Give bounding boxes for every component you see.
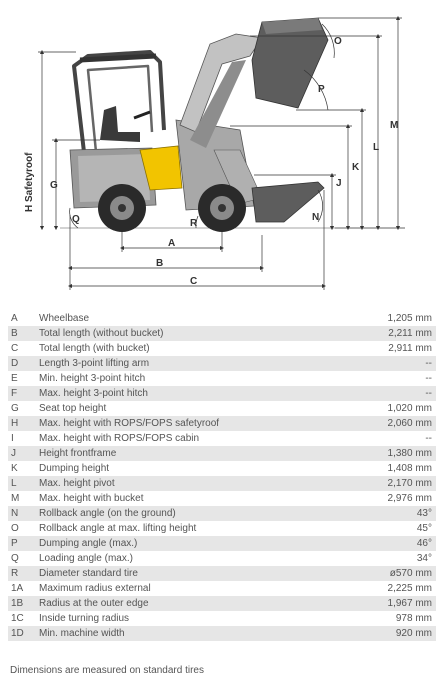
spec-name: Rollback angle (on the ground) bbox=[36, 506, 349, 521]
spec-code: 1A bbox=[11, 583, 24, 594]
spec-name: Dumping angle (max.) bbox=[36, 536, 349, 551]
label-H-safetyroof: H Safetyroof bbox=[24, 152, 35, 212]
spec-name: Seat top height bbox=[39, 403, 107, 414]
spec-code: B bbox=[8, 326, 36, 341]
spec-code: R bbox=[8, 566, 36, 581]
spec-value: -- bbox=[349, 386, 436, 401]
spec-value: ø570 mm bbox=[349, 566, 436, 581]
spec-value: 2,211 mm bbox=[349, 326, 436, 341]
rear-wheel bbox=[98, 184, 146, 232]
spec-code: O bbox=[11, 523, 19, 534]
label-O: O bbox=[334, 36, 342, 47]
label-B: B bbox=[156, 258, 164, 269]
spec-code: 1C bbox=[11, 613, 24, 624]
spec-row bbox=[8, 341, 436, 356]
spec-row bbox=[8, 311, 436, 326]
spec-name: Max. height with ROPS/FOPS cabin bbox=[39, 433, 200, 444]
spec-value: 920 mm bbox=[349, 626, 436, 641]
label-J: J bbox=[336, 178, 342, 189]
seat bbox=[100, 106, 140, 142]
spec-value: -- bbox=[425, 433, 432, 444]
spec-code: K bbox=[11, 463, 18, 474]
spec-value: 1,967 mm bbox=[349, 596, 436, 611]
spec-name: Maximum radius external bbox=[39, 583, 151, 594]
spec-code: C bbox=[11, 343, 19, 354]
spec-code: G bbox=[11, 403, 19, 414]
spec-value: 46° bbox=[349, 536, 436, 551]
spec-value: 2,060 mm bbox=[349, 416, 436, 431]
spec-row bbox=[8, 371, 436, 386]
spec-value: 34° bbox=[416, 553, 432, 564]
spec-code: P bbox=[8, 536, 36, 551]
spec-code: F bbox=[8, 386, 36, 401]
spec-row bbox=[8, 611, 436, 626]
spec-code: 1D bbox=[8, 626, 36, 641]
spec-row bbox=[8, 416, 436, 431]
spec-name: Wheelbase bbox=[39, 313, 90, 324]
spec-name: Min. height 3-point hitch bbox=[39, 373, 146, 384]
label-P: P bbox=[318, 84, 325, 95]
label-C: C bbox=[190, 276, 198, 287]
spec-code: E bbox=[11, 373, 18, 384]
spec-code: A bbox=[11, 313, 18, 324]
spec-row bbox=[8, 431, 436, 446]
spec-code: L bbox=[8, 476, 36, 491]
label-L: L bbox=[373, 142, 380, 153]
spec-name: Diameter standard tire bbox=[36, 566, 349, 581]
spec-code: Q bbox=[11, 553, 19, 564]
footnote: Dimensions are measured on standard tires bbox=[10, 665, 204, 676]
spec-value: 1,380 mm bbox=[349, 446, 436, 461]
spec-row bbox=[8, 401, 436, 416]
spec-row bbox=[8, 476, 436, 491]
spec-value: -- bbox=[425, 373, 432, 384]
spec-row bbox=[8, 356, 436, 371]
spec-value: 2,911 mm bbox=[388, 343, 432, 354]
spec-row bbox=[8, 551, 436, 566]
label-K: K bbox=[352, 162, 360, 173]
spec-row bbox=[8, 521, 436, 536]
spec-name: Total length (without bucket) bbox=[36, 326, 349, 341]
spec-row bbox=[8, 461, 436, 476]
spec-value: 43° bbox=[349, 506, 436, 521]
spec-row bbox=[8, 566, 436, 581]
spec-name: Length 3-point lifting arm bbox=[36, 356, 349, 371]
label-M: M bbox=[390, 120, 399, 131]
spec-code: N bbox=[8, 506, 36, 521]
spec-name: Dumping height bbox=[39, 463, 110, 474]
spec-value: 1,205 mm bbox=[387, 313, 432, 324]
spec-name: Max. height pivot bbox=[36, 476, 349, 491]
label-A: A bbox=[168, 238, 176, 249]
spec-name: Total length (with bucket) bbox=[39, 343, 150, 354]
spec-row bbox=[8, 596, 436, 611]
spec-code: I bbox=[11, 433, 14, 444]
spec-name: Height frontframe bbox=[36, 446, 349, 461]
spec-value: 2,225 mm bbox=[387, 583, 432, 594]
spec-value: 2,170 mm bbox=[349, 476, 436, 491]
specifications-table bbox=[8, 311, 436, 641]
spec-row bbox=[8, 326, 436, 341]
spec-value: 978 mm bbox=[395, 613, 432, 624]
spec-name: Loading angle (max.) bbox=[39, 553, 133, 564]
label-R: R bbox=[190, 218, 198, 229]
front-wheel bbox=[198, 184, 246, 232]
spec-name: Max. height with bucket bbox=[39, 493, 144, 504]
loader-drawing bbox=[0, 0, 443, 300]
spec-value: 45° bbox=[416, 523, 432, 534]
spec-name: Max. height with ROPS/FOPS safetyroof bbox=[36, 416, 349, 431]
spec-row bbox=[8, 536, 436, 551]
spec-row bbox=[8, 626, 436, 641]
spec-code: M bbox=[11, 493, 20, 504]
spec-code: J bbox=[8, 446, 36, 461]
label-G: G bbox=[50, 180, 58, 191]
spec-value: -- bbox=[349, 356, 436, 371]
spec-name: Rollback angle at max. lifting height bbox=[39, 523, 197, 534]
spec-value: 2,976 mm bbox=[387, 493, 432, 504]
spec-name: Min. machine width bbox=[36, 626, 349, 641]
spec-row bbox=[8, 581, 436, 596]
spec-row bbox=[8, 446, 436, 461]
spec-row bbox=[8, 506, 436, 521]
spec-value: 1,408 mm bbox=[387, 463, 432, 474]
spec-row bbox=[8, 491, 436, 506]
label-N: N bbox=[312, 212, 320, 223]
dimension-diagram bbox=[0, 0, 443, 300]
spec-code: 1B bbox=[8, 596, 36, 611]
spec-name: Inside turning radius bbox=[39, 613, 130, 624]
spec-name: Max. height 3-point hitch bbox=[36, 386, 349, 401]
spec-value: 1,020 mm bbox=[387, 403, 432, 414]
label-Q: Q bbox=[72, 214, 80, 225]
steering-wheel bbox=[134, 112, 150, 118]
spec-code: H bbox=[8, 416, 36, 431]
spec-code: D bbox=[8, 356, 36, 371]
spec-row bbox=[8, 386, 436, 401]
spec-name: Radius at the outer edge bbox=[36, 596, 349, 611]
